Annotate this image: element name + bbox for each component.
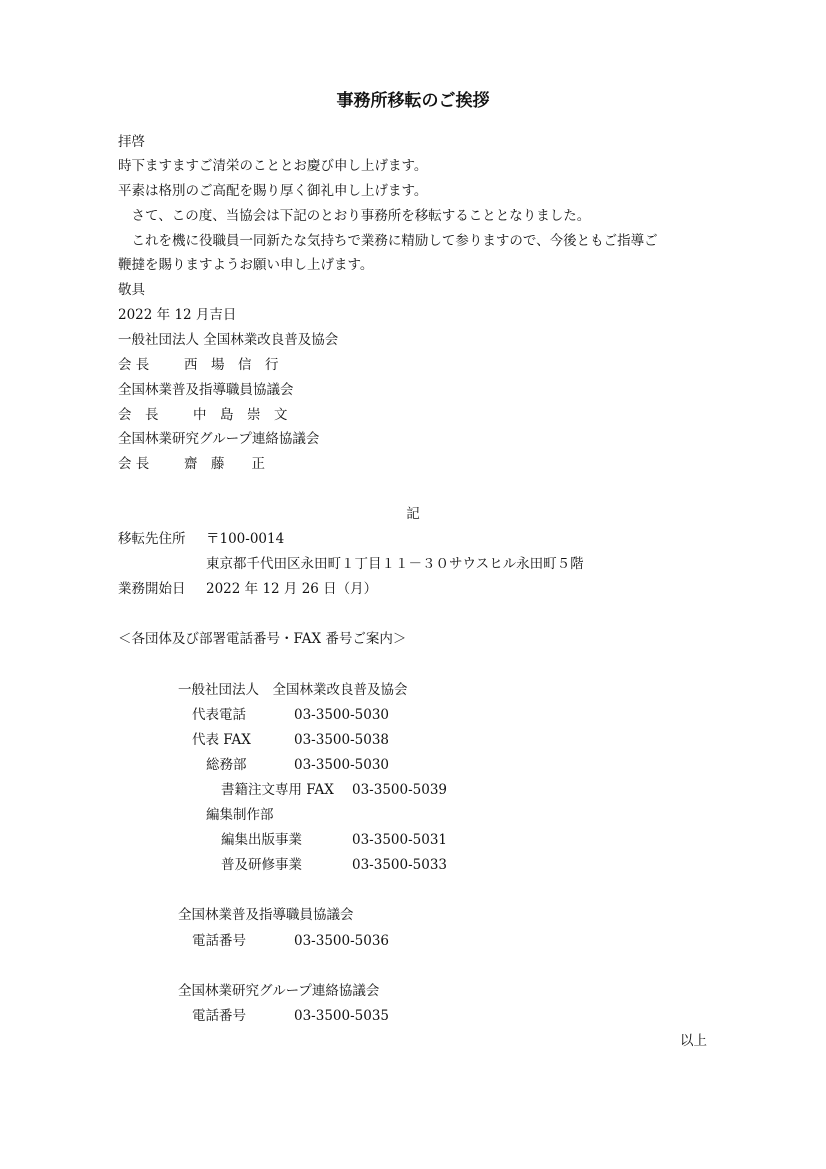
contact-label: 代表 FAX: [192, 732, 251, 748]
contact-number: 03-3500-5033: [352, 857, 448, 873]
greeting-line: 鞭撻を賜りますようお願い申し上げます。: [118, 257, 374, 273]
signatory-org: 全国林業研究グループ連絡協議会: [118, 431, 320, 447]
contact-label: 電話番号: [192, 1008, 246, 1024]
closing-salutation: 敬具: [118, 282, 145, 298]
contact-label: 総務部: [206, 757, 247, 773]
ki-marker: 記: [406, 506, 420, 522]
contact-label: 編集制作部: [206, 807, 274, 823]
end-marker: 以上: [680, 1033, 707, 1049]
signatory-title: 会 長: [118, 357, 150, 373]
greeting-line: これを機に役職員一同新たな気持ちで業務に精励して参りますので、今後ともご指導ご: [118, 233, 658, 249]
opening-salutation: 拝啓: [118, 134, 145, 150]
greeting-line: さて、この度、当協会は下記のとおり事務所を移転することとなりました。: [118, 208, 591, 224]
contact-number: 03-3500-5031: [352, 832, 448, 848]
address-label: 移転先住所: [118, 531, 186, 547]
contact-org: 全国林業研究グループ連絡協議会: [178, 983, 380, 999]
contact-number: 03-3500-5038: [294, 732, 390, 748]
contact-number: 03-3500-5030: [294, 707, 390, 723]
signatory-title: 会 長: [118, 407, 159, 423]
signatory-title: 会 長: [118, 456, 150, 472]
signatory-name: 齋 藤 正: [184, 456, 265, 472]
new-address: 東京都千代田区永田町１丁目１１－３０サウスヒル永田町５階: [206, 556, 584, 572]
signatory-org: 一般社団法人 全国林業改良普及協会: [118, 332, 339, 348]
contact-label: 電話番号: [192, 933, 246, 949]
signatory-org: 全国林業普及指導職員協議会: [118, 382, 294, 398]
contact-org: 一般社団法人 全国林業改良普及協会: [178, 682, 408, 698]
contact-label: 普及研修事業: [221, 857, 302, 873]
page-title: 事務所移転のご挨拶: [336, 91, 490, 111]
contacts-heading: ＜各団体及び部署電話番号・FAX 番号ご案内＞: [118, 631, 407, 647]
contact-number: 03-3500-5030: [294, 757, 390, 773]
contact-number: 03-3500-5039: [352, 782, 448, 798]
contact-label: 書籍注文専用 FAX: [221, 782, 334, 798]
postal-code: 〒100-0014: [206, 531, 285, 547]
greeting-line: 時下ますますご清栄のこととお慶び申し上げます。: [118, 158, 428, 174]
greeting-line: 平素は格別のご高配を賜り厚く御礼申し上げます。: [118, 183, 428, 199]
contact-number: 03-3500-5036: [294, 933, 390, 949]
letter-date: 2022 年 12 月吉日: [118, 307, 237, 323]
signatory-name: 西 場 信 行: [184, 357, 279, 373]
contact-org: 全国林業普及指導職員協議会: [178, 907, 354, 923]
contact-label: 代表電話: [192, 707, 246, 723]
start-date-label: 業務開始日: [118, 581, 186, 597]
signatory-name: 中 島 崇 文: [193, 407, 288, 423]
start-date: 2022 年 12 月 26 日（月）: [206, 581, 378, 597]
contact-label: 編集出版事業: [221, 832, 302, 848]
contact-number: 03-3500-5035: [294, 1008, 390, 1024]
